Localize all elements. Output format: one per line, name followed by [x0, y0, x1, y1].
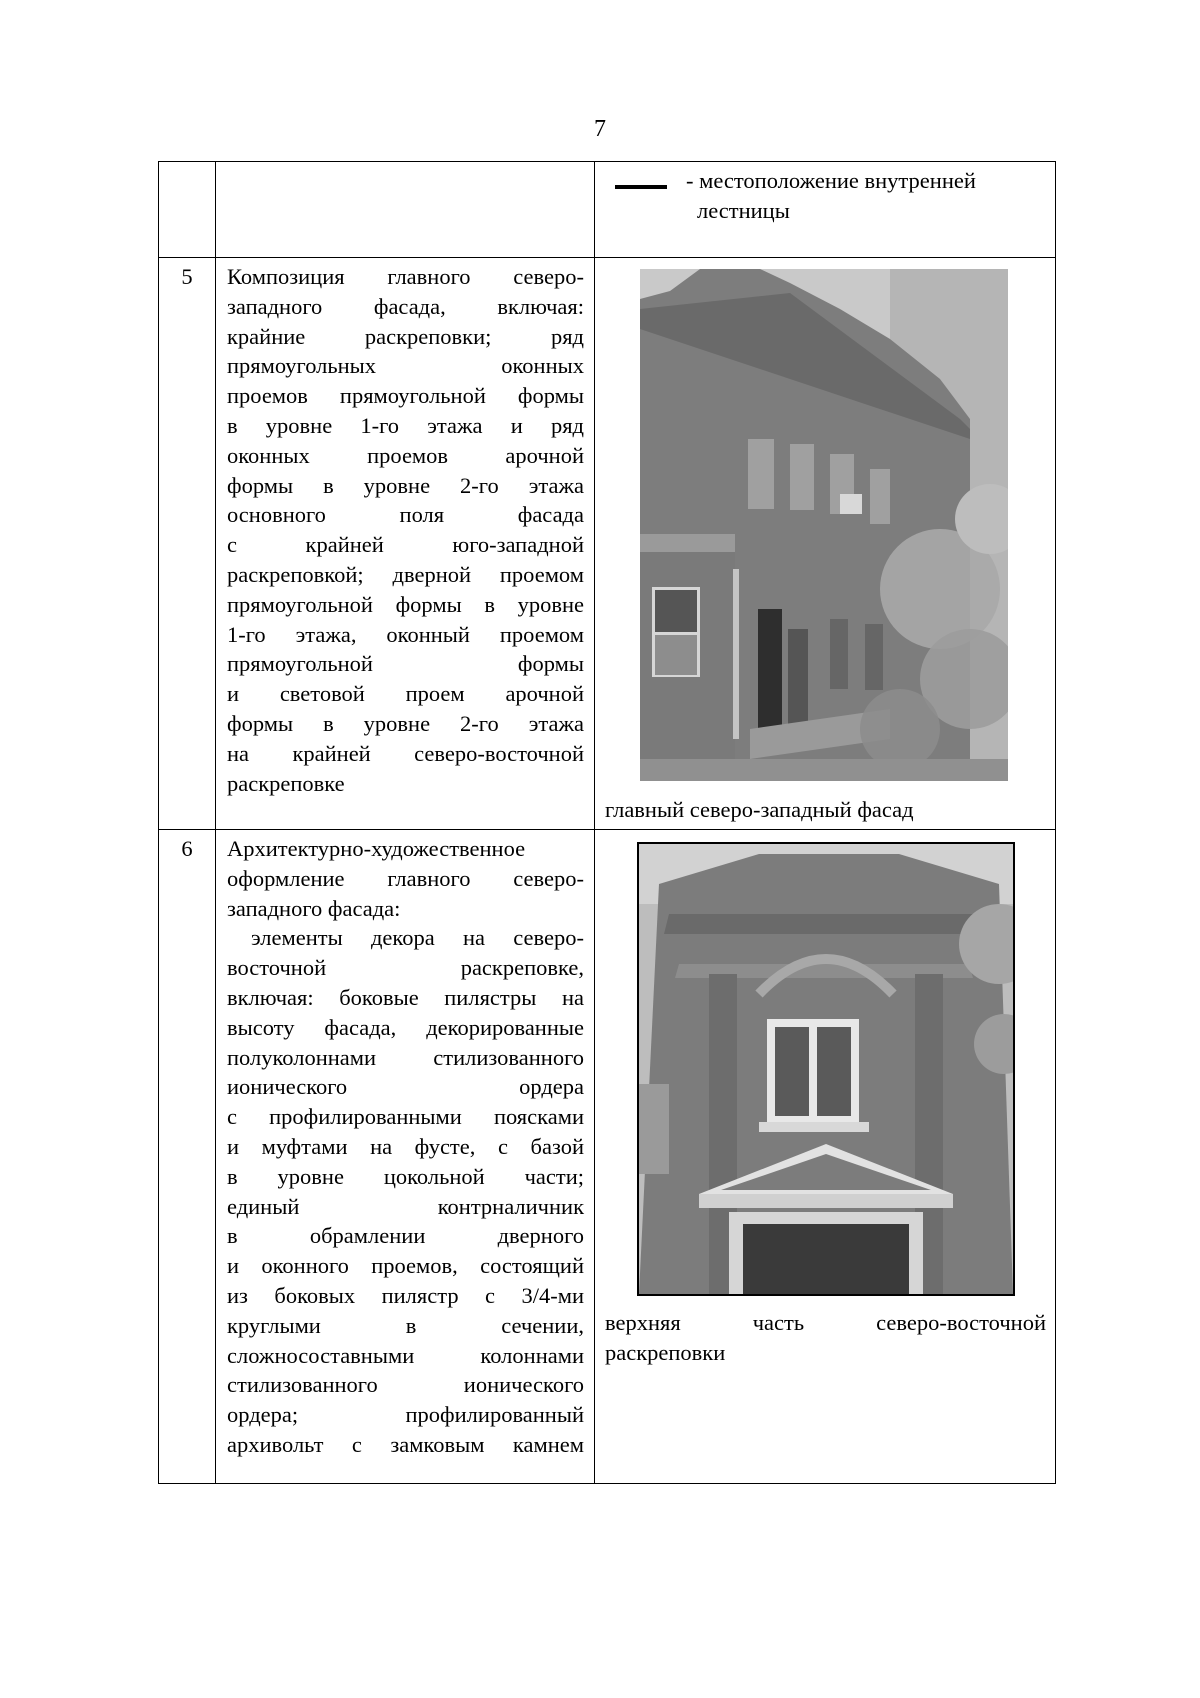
description-line: Композиция главного северо-: [227, 264, 584, 289]
description-line: высоту фасада, декорированные: [227, 1014, 584, 1040]
description-line: стилизованного ионического: [227, 1372, 584, 1398]
description-line: в уровне цокольной части;: [227, 1163, 584, 1189]
facade-detail-photo: [637, 842, 1015, 1296]
page-number: 7: [594, 116, 606, 142]
building-facade-photo: [640, 269, 1008, 781]
description-line: оконных проемов арочной: [227, 442, 584, 468]
description-line: единый контрналичник: [227, 1193, 584, 1219]
description-line: круглыми в сечении,: [227, 1312, 584, 1338]
row-description: [216, 258, 595, 830]
photo-cell: [595, 258, 1056, 830]
legend-text: [686, 166, 1046, 226]
description-line: ионического ордера: [227, 1074, 584, 1100]
description-line: прямоугольных оконных: [227, 353, 584, 379]
description-line: крайние раскреповки; ряд: [227, 323, 584, 349]
description-line: формы в уровне 2-го этажа: [227, 472, 584, 498]
table-row-6: [159, 830, 1056, 1484]
description-line: раскреповке: [227, 770, 345, 796]
legend-label-line-2: лестницы: [697, 197, 790, 223]
description-line: прямоугольной формы: [227, 651, 584, 677]
description-line: полуколоннами стилизованного: [227, 1044, 584, 1070]
description-line: сложносоставными колоннами: [227, 1342, 584, 1368]
description-line: включая: боковые пилястры на: [227, 984, 584, 1010]
legend-cell: [595, 162, 1056, 258]
table-row-5: [159, 258, 1056, 830]
photo-caption: [605, 1308, 1046, 1368]
description-line: восточной раскреповке,: [227, 955, 584, 981]
description-line: в обрамлении дверного: [227, 1223, 584, 1249]
description-line: в уровне 1-го этажа и ряд: [227, 412, 584, 438]
description-line: прямоугольной формы в уровне: [227, 591, 584, 617]
legend-label-line-1: - местоположение внутренней: [686, 168, 976, 193]
table-row-legend: [159, 162, 1056, 258]
photo-cell: [595, 830, 1056, 1484]
description-line: проемов прямоугольной формы: [227, 383, 584, 409]
description-cell-empty: [216, 162, 595, 258]
description-line: элементы декора на северо-: [251, 925, 584, 951]
description-line: архивольт с замковым камнем: [227, 1431, 584, 1457]
photo-caption: главный северо-западный фасад: [605, 797, 914, 822]
description-line: и оконного проемов, состоящий: [227, 1253, 584, 1279]
description-line: на крайней северо-восточной: [227, 740, 584, 766]
description-line: формы в уровне 2-го этажа: [227, 710, 584, 736]
description-line: 1-го этажа, оконный проемом: [227, 621, 584, 647]
stair-line-legend-icon: [615, 185, 667, 189]
description-line: ордера; профилированный: [227, 1402, 584, 1428]
row-description: [216, 830, 595, 1484]
description-line: оформление главного северо-: [227, 865, 584, 891]
description-line: из боковых пилястр с 3/4-ми: [227, 1282, 584, 1308]
description-line: с крайней юго-западной: [227, 532, 584, 558]
row-number: 6: [159, 830, 216, 1484]
object-features-table: [158, 161, 1056, 1484]
description-line: западного фасада, включая:: [227, 293, 584, 319]
number-cell-empty: [159, 162, 216, 258]
caption-line: раскреповки: [605, 1339, 726, 1365]
description-line: Архитектурно-художественное: [227, 836, 526, 861]
row-number: 5: [159, 258, 216, 830]
description-line: основного поля фасада: [227, 502, 584, 528]
caption-line: верхняя часть северо-восточной: [605, 1310, 1046, 1335]
description-line: и муфтами на фусте, с базой: [227, 1133, 584, 1159]
description-line: с профилированными поясками: [227, 1104, 584, 1130]
description-line: западного фасада:: [227, 895, 401, 921]
description-line: и световой проем арочной: [227, 681, 584, 707]
description-line: раскреповкой; дверной проемом: [227, 561, 584, 587]
